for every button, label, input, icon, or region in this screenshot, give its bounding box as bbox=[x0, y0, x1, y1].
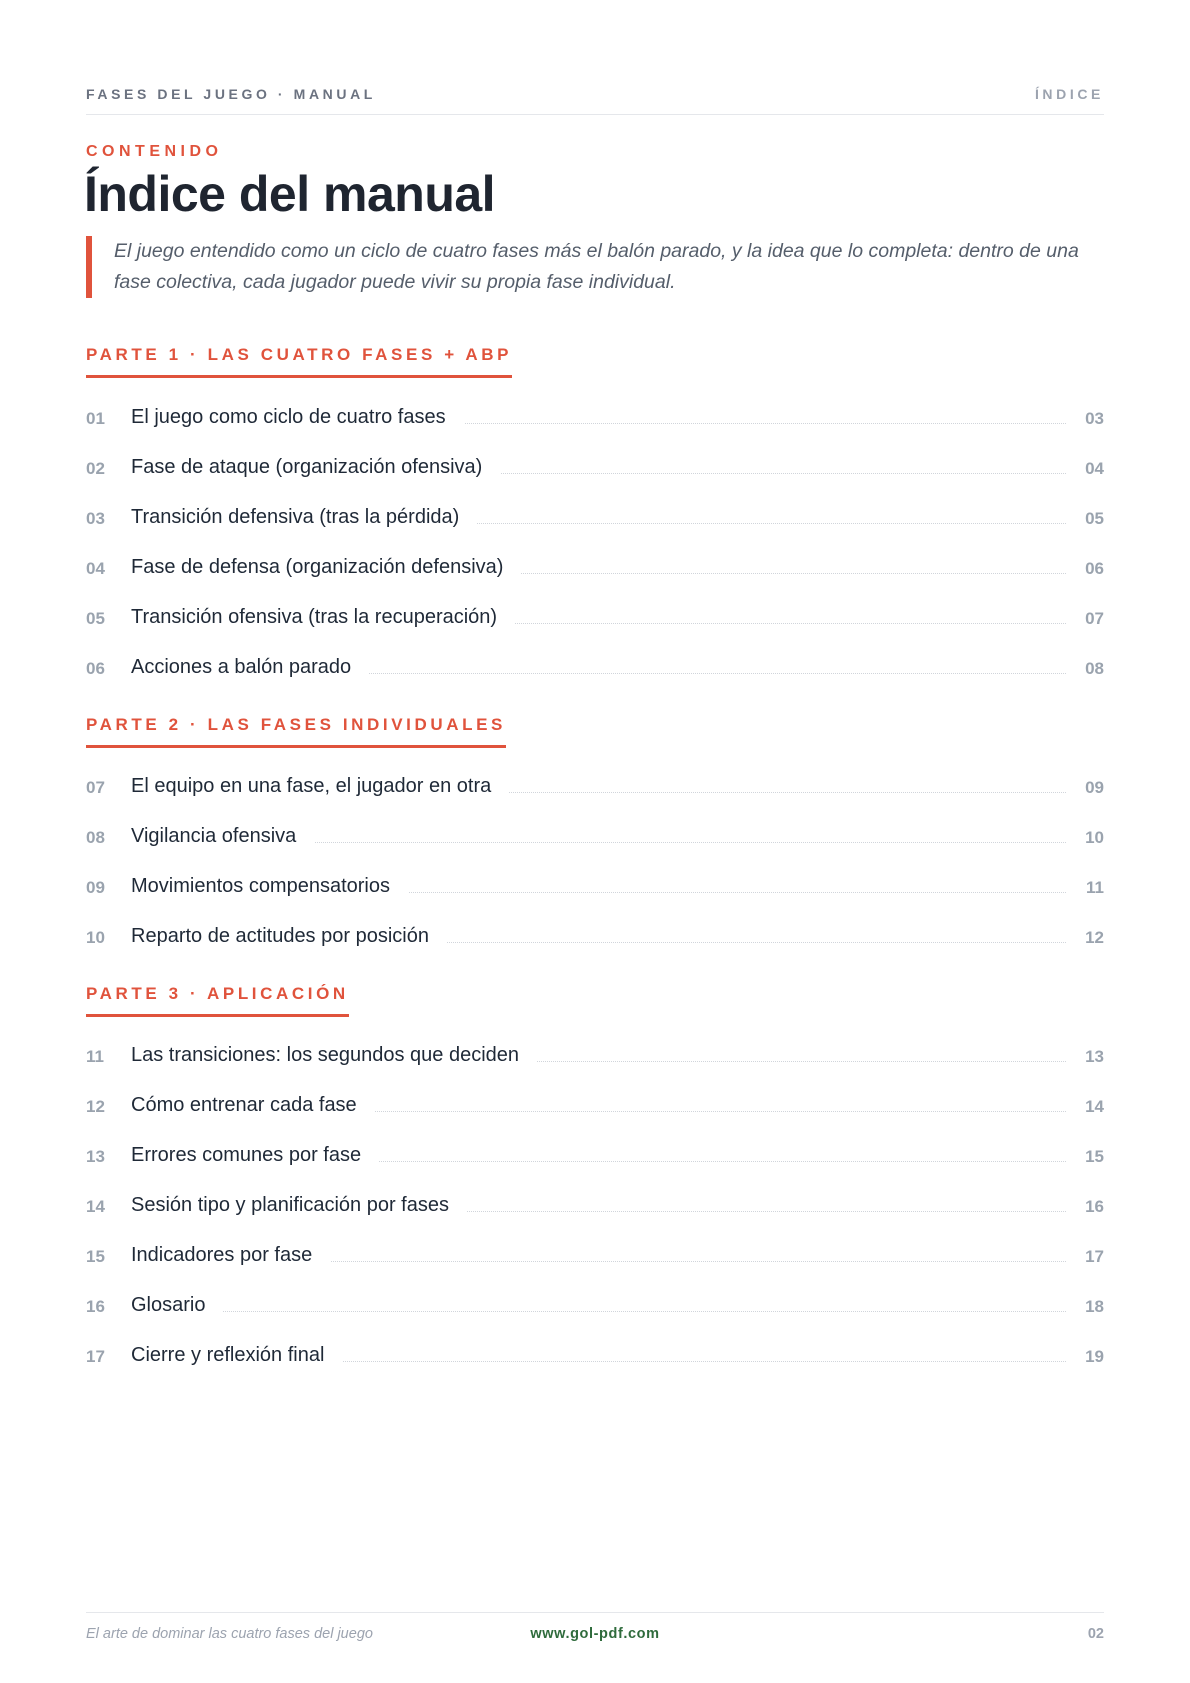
entry-title: Vigilancia ofensiva bbox=[131, 825, 314, 848]
entry-page: 07 bbox=[1085, 609, 1104, 628]
entry-number: 04 bbox=[86, 559, 105, 578]
entry-title: El equipo en una fase, el jugador en otra bbox=[131, 775, 509, 798]
entry-title: Fase de defensa (organización defensiva) bbox=[131, 556, 521, 579]
entry-page: 12 bbox=[1085, 928, 1104, 947]
toc-entry[interactable] bbox=[86, 1091, 1104, 1121]
toc-entry[interactable] bbox=[86, 553, 1104, 583]
footer-tagline: El arte de dominar las cuatro fases del juego bbox=[86, 1626, 373, 1642]
entry-number: 17 bbox=[86, 1347, 105, 1366]
toc-entry[interactable] bbox=[86, 1291, 1104, 1321]
intro-text: El juego entendido como un ciclo de cuatro fases más el balón parado, y la idea que lo completa: dentro de una fase colectiva, cada jugador puede vivir su propia fase individual. bbox=[114, 240, 1079, 293]
entry-page: 11 bbox=[1086, 878, 1104, 897]
toc-entry[interactable] bbox=[86, 653, 1104, 683]
entry-title: El juego como ciclo de cuatro fases bbox=[131, 406, 464, 429]
entry-page: 14 bbox=[1085, 1097, 1104, 1116]
entry-title: Cómo entrenar cada fase bbox=[131, 1094, 375, 1117]
entry-title: Errores comunes por fase bbox=[131, 1144, 379, 1167]
entry-number: 03 bbox=[86, 509, 105, 528]
entry-number: 12 bbox=[86, 1097, 105, 1116]
entry-number: 01 bbox=[86, 409, 105, 428]
running-title: FASES DEL JUEGO · MANUAL bbox=[86, 86, 376, 102]
entry-page: 13 bbox=[1085, 1047, 1104, 1066]
kicker: CONTENIDO bbox=[86, 143, 223, 160]
toc-entry[interactable] bbox=[86, 1141, 1104, 1171]
toc-entry[interactable] bbox=[86, 1191, 1104, 1221]
entry-number: 11 bbox=[86, 1047, 104, 1066]
entry-number: 08 bbox=[86, 828, 105, 847]
entry-number: 10 bbox=[86, 928, 105, 947]
section-label: ÍNDICE bbox=[1034, 86, 1104, 102]
intro-callout bbox=[86, 236, 1104, 298]
entry-number: 05 bbox=[86, 609, 105, 628]
footer-website-link[interactable]: www.gol-pdf.com bbox=[530, 1626, 660, 1642]
toc-entry[interactable] bbox=[86, 772, 1104, 802]
entry-number: 02 bbox=[86, 459, 105, 478]
entry-page: 05 bbox=[1085, 509, 1104, 528]
part-heading: PARTE 2 · LAS FASES INDIVIDUALES bbox=[86, 715, 506, 748]
entry-number: 14 bbox=[86, 1197, 105, 1216]
entry-title: Acciones a balón parado bbox=[131, 656, 369, 679]
toc-entry[interactable] bbox=[86, 453, 1104, 483]
entry-page: 04 bbox=[1085, 459, 1104, 478]
toc-entry[interactable] bbox=[86, 603, 1104, 633]
toc-entry[interactable] bbox=[86, 1341, 1104, 1371]
toc-entry[interactable] bbox=[86, 1041, 1104, 1071]
toc-entry[interactable] bbox=[86, 872, 1104, 902]
entry-title: Glosario bbox=[131, 1294, 223, 1317]
toc-entry[interactable] bbox=[86, 822, 1104, 852]
entry-title: Sesión tipo y planificación por fases bbox=[131, 1194, 467, 1217]
dot-leader bbox=[131, 1311, 1066, 1312]
footer-page-number: 02 bbox=[1087, 1626, 1104, 1642]
entry-title: Fase de ataque (organización ofensiva) bbox=[131, 456, 500, 479]
entry-page: 19 bbox=[1085, 1347, 1104, 1366]
entry-title: Transición ofensiva (tras la recuperación) bbox=[131, 606, 515, 629]
toc-entry[interactable] bbox=[86, 1241, 1104, 1271]
entry-page: 17 bbox=[1085, 1247, 1104, 1266]
entry-page: 16 bbox=[1085, 1197, 1104, 1216]
page-title: Índice del manual bbox=[84, 166, 496, 222]
document-page bbox=[86, 0, 1104, 1683]
toc-entry[interactable] bbox=[86, 403, 1104, 433]
entry-number: 06 bbox=[86, 659, 105, 678]
entry-title: Las transiciones: los segundos que deciden bbox=[131, 1044, 537, 1067]
entry-title: Transición defensiva (tras la pérdida) bbox=[131, 506, 477, 529]
running-header bbox=[86, 84, 1104, 115]
part-heading: PARTE 3 · APLICACIÓN bbox=[86, 984, 349, 1017]
toc-entry[interactable] bbox=[86, 922, 1104, 952]
entry-page: 10 bbox=[1085, 828, 1104, 847]
entry-page: 03 bbox=[1085, 409, 1104, 428]
entry-number: 15 bbox=[86, 1247, 105, 1266]
page-footer bbox=[86, 1612, 1104, 1653]
entry-title: Reparto de actitudes por posición bbox=[131, 925, 447, 948]
entry-title: Indicadores por fase bbox=[131, 1244, 330, 1267]
entry-number: 09 bbox=[86, 878, 105, 897]
entry-page: 08 bbox=[1085, 659, 1104, 678]
entry-title: Cierre y reflexión final bbox=[131, 1344, 342, 1367]
entry-title: Movimientos compensatorios bbox=[131, 875, 408, 898]
entry-number: 16 bbox=[86, 1297, 105, 1316]
entry-page: 06 bbox=[1085, 559, 1104, 578]
entry-page: 18 bbox=[1085, 1297, 1104, 1316]
entry-page: 15 bbox=[1085, 1147, 1104, 1166]
entry-number: 13 bbox=[86, 1147, 105, 1166]
entry-number: 07 bbox=[86, 778, 105, 797]
part-heading: PARTE 1 · LAS CUATRO FASES + ABP bbox=[86, 345, 512, 378]
toc-entry[interactable] bbox=[86, 503, 1104, 533]
entry-page: 09 bbox=[1085, 778, 1104, 797]
